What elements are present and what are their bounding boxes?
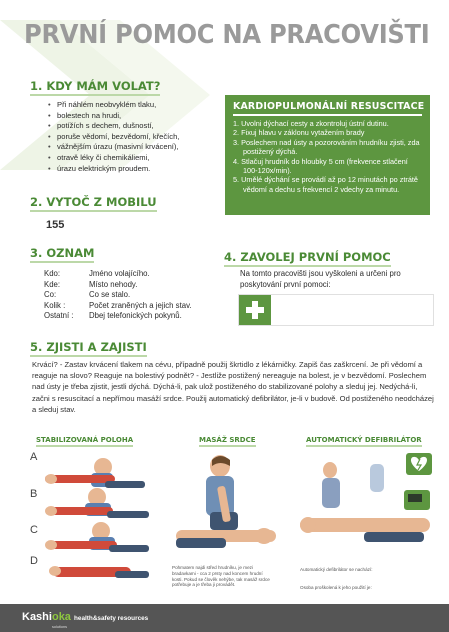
- section-5-heading: 5. ZJISTI A ZAJISTI: [30, 340, 147, 357]
- step-letter: A: [30, 451, 38, 463]
- list-item: • vážnějším úrazu (masivní krvácení),: [48, 142, 223, 153]
- step-letter: D: [30, 555, 38, 567]
- first-aid-text: Na tomto pracovišti jsou vyškoleni a určeni pro poskytování první pomoci:: [240, 269, 401, 289]
- massage-caption: Pohmatem najdi střed hrudníku, je mezi bradavkami - cca 2 prsty nad koncem hrudní kosti. Pokud se člověk nehýbe, tak masáž srdce potřebuje a je třeba ji provádět.: [172, 565, 270, 588]
- cpr-step: 3. Poslechem nad ústy a pozorováním hrudníku zjisti, zda postižený dýchá.: [233, 137, 420, 157]
- footer: [0, 604, 449, 632]
- kashioka-logo: Kashioka: [22, 611, 71, 623]
- page-title: PRVNÍ POMOC NA PRACOVIŠTI: [24, 20, 430, 50]
- heart-massage-heading: MASÁŽ SRDCE: [199, 436, 256, 447]
- cpr-steps: [233, 119, 422, 194]
- assess-text: Krvácí? - Zastav krvácení tlakem na cévu, případně použij škrtidlo z lékárničky. Zapiš čas zaškrcení. Je při vědomí a reaguje na slovo? Reaguje na bolestivý podnět? - Jestliže postižený nereaguje na bolest, je v bezvědomí. Poslechem nad ústy je třeba zjistit, jestli dýchá. Dýchá-li, pak ulož postiženého do stabilizované polohy a sleduj jej. Nedýchá-li, začni s resuscitací a nepřímou masáží srdce. Použij automatický defibrilátor, je-li v budově. Od postiženého neodcházej a sleduj stav.: [32, 360, 434, 414]
- cpr-step: 1. Uvolni dýchací cesty a zkontroluj ústní dutinu.: [233, 119, 389, 128]
- aed-location-caption: Automatický defibrilátor se nachází:: [300, 567, 373, 572]
- section-1-heading: 1. KDY MÁM VOLAT?: [30, 79, 160, 96]
- first-aid-cross-icon: [239, 295, 271, 325]
- list-item: • poruše vědomí, bezvědomí, křečích,: [48, 132, 223, 143]
- cpr-step: 4. Stlačuj hrudník do hloubky 5 cm (frekvence stlačení 100-120x/min).: [233, 156, 408, 176]
- section-3-heading: 3. OZNAM: [30, 246, 94, 263]
- logo-subtitle: solutions: [52, 625, 67, 629]
- cpr-step: 2. Fixuj hlavu v záklonu vytažením brady: [233, 128, 365, 138]
- emergency-number: 155: [46, 219, 65, 231]
- list-item: • otravě léky či chemikáliemi,: [48, 153, 223, 164]
- call-conditions-list: [48, 100, 223, 174]
- table-row: Kde: Místo nehody.: [44, 279, 138, 289]
- section-4-heading: 4. ZAVOLEJ PRVNÍ POMOC: [224, 250, 391, 267]
- stable-position-heading: STABILIZOVANÁ POLOHA: [36, 436, 133, 447]
- aed-illustration: [300, 450, 440, 560]
- step-letter: C: [30, 524, 38, 536]
- footer-tagline: health&safety resources: [74, 615, 149, 622]
- section-2-heading: 2. VYTOČ Z MOBILU: [30, 195, 157, 212]
- report-table: [44, 269, 192, 322]
- stable-position-illustration: [45, 445, 175, 595]
- aed-person-caption: Osoba proškolená k jeho použití je:: [300, 585, 372, 590]
- table-row: Kolik : Počet zraněných a jejich stav.: [44, 300, 192, 310]
- table-row: Kdo: Jméno volajícího.: [44, 269, 150, 278]
- list-item: • bolestech na hrudi,: [48, 111, 223, 122]
- list-item: • Při náhlém neobvyklém tlaku,: [48, 100, 223, 111]
- list-item: • potížích s dechem, dušností,: [48, 121, 223, 132]
- cpr-heading: KARDIOPULMONÁLNÍ RESUSCITACE: [233, 101, 422, 116]
- step-letter: B: [30, 488, 38, 500]
- table-row: Co: Co se stalo.: [44, 290, 131, 299]
- list-item: • úrazu elektrickým proudem.: [48, 164, 223, 175]
- aed-heart-icon: [406, 453, 432, 475]
- cpr-step: 5. Umělé dýchání se provádí až po 12 minutách po ztrátě vědomí a dechu s frekvencí 2 vdechy za minutu.: [233, 175, 418, 194]
- heart-massage-illustration: [176, 452, 276, 557]
- first-aid-persons-field: [238, 294, 434, 326]
- cpr-box: [225, 95, 430, 215]
- aed-heading: AUTOMATICKÝ DEFIBRILÁTOR: [306, 436, 422, 447]
- table-row: Ostatní : Dbej telefonických pokynů.: [44, 311, 182, 320]
